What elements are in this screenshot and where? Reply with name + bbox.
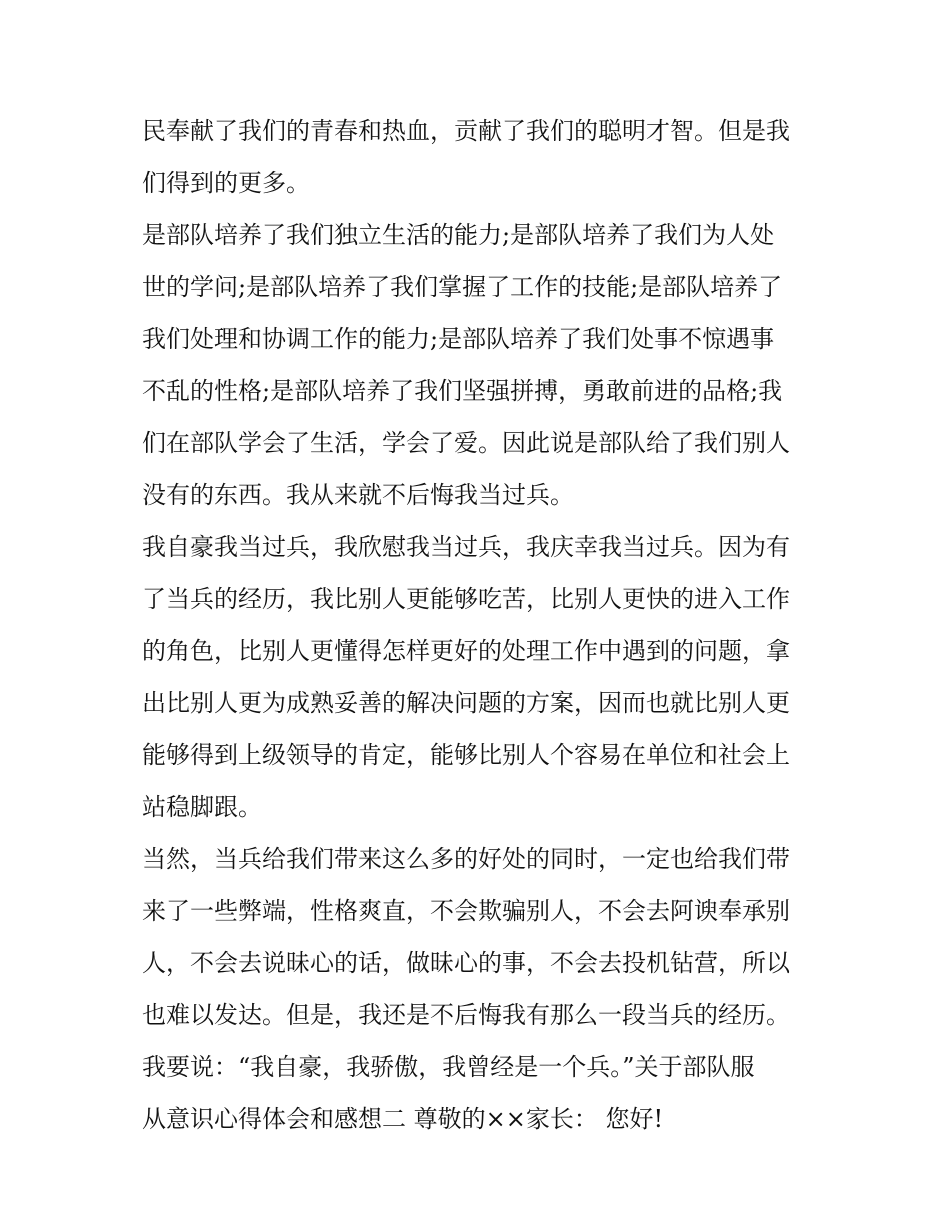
- text-line: 了当兵的经历，我比别人更能够吃苦，比别人更快的进入工作: [142, 585, 790, 613]
- document-body: [142, 105, 822, 1145]
- text-line: 来了一些弊端，性格爽直，不会欺骗别人，不会去阿谀奉承别: [142, 897, 790, 925]
- text-line: 站稳脚跟。: [142, 793, 262, 821]
- text-line: 也难以发达。但是，我还是不后悔我有那么一段当兵的经历。: [142, 1001, 790, 1029]
- text-line: 我自豪我当过兵，我欣慰我当过兵，我庆幸我当过兵。因为有: [142, 533, 790, 561]
- text-line: 能够得到上级领导的肯定，能够比别人个容易在单位和社会上: [142, 741, 790, 769]
- text-line: 的角色，比别人更懂得怎样更好的处理工作中遇到的问题，拿: [142, 637, 790, 665]
- text-line: 们得到的更多。: [142, 169, 310, 197]
- text-line: 没有的东西。我从来就不后悔我当过兵。: [142, 481, 574, 509]
- text-line: 从意识心得体会和感想二 尊敬的××家长： 您好!: [142, 1105, 664, 1133]
- text-line: 世的学问;是部队培养了我们掌握了工作的技能;是部队培养了: [142, 273, 783, 301]
- text-line: 是部队培养了我们独立生活的能力;是部队培养了我们为人处: [142, 221, 775, 249]
- text-line: 当然，当兵给我们带来这么多的好处的同时，一定也给我们带: [142, 845, 790, 873]
- text-line: 人，不会去说昧心的话，做昧心的事，不会去投机钻营，所以: [142, 949, 790, 977]
- text-line: 出比别人更为成熟妥善的解决问题的方案，因而也就比别人更: [142, 689, 790, 717]
- text-line: 们在部队学会了生活，学会了爱。因此说是部队给了我们别人: [142, 429, 790, 457]
- text-line: 民奉献了我们的青春和热血，贡献了我们的聪明才智。但是我: [142, 117, 790, 145]
- text-line: 不乱的性格;是部队培养了我们坚强拼搏，勇敢前进的品格;我: [142, 377, 783, 405]
- text-line: 我要说：“我自豪，我骄傲，我曾经是一个兵。”关于部队服: [142, 1053, 755, 1081]
- text-line: 我们处理和协调工作的能力;是部队培养了我们处事不惊遇事: [142, 325, 775, 353]
